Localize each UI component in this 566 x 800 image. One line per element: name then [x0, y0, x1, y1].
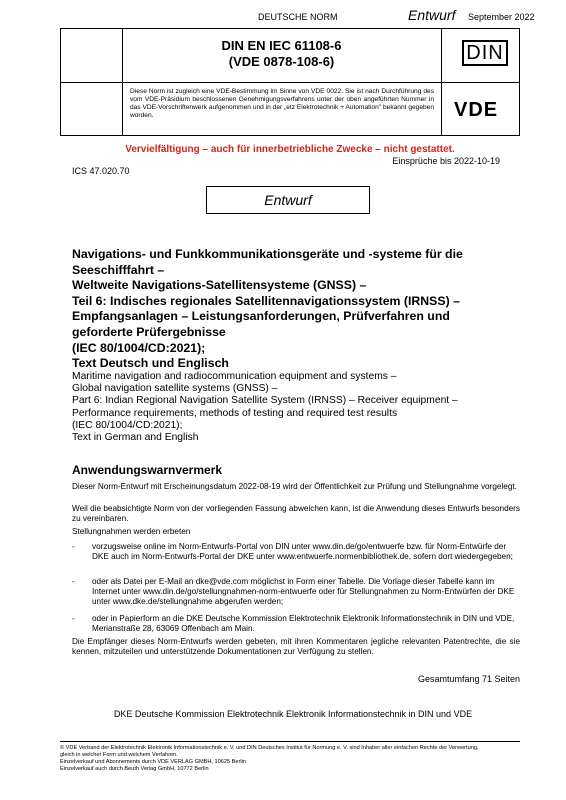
footer [60, 745, 520, 773]
list-item-text: vorzugsweise online im Norm-Entwurfs-Portal von DIN unter www.din.de/go/entwuerfe bzw. für Norm-Entwürfe der DKE auch im Norm-Entwurfs-Portal der DKE unter www.entwuerfe.normenbibliothek.de, sofern dort wiedergegeben; [92, 542, 513, 562]
title-line: Text Deutsch und Englisch [72, 356, 229, 371]
vde-note: Diese Norm ist zugleich eine VDE-Bestimmung im Sinne von VDE 0022. Sie ist nach Durchführung des vom VDE-Präsidium beschlossenen Genehmigungsverfahrens unter der oben angeführten Nummer in das VDE-Vorschriftenwerk aufgenommen und in der „etz Elektrotechnik + Automation" bekannt gegeben worden. [130, 88, 434, 119]
dke-line: DKE Deutsche Kommission Elektrotechnik Elektronik Informationstechnik in DIN und VDE [113, 709, 473, 719]
title-line: Empfangsanlagen – Leistungsanforderungen, Prüfverfahren und [72, 309, 450, 324]
list-dash: - [72, 577, 75, 586]
title-english [72, 371, 512, 444]
footer-line: Einzelverkauf auch durch Beuth Verlag GmbH, 10772 Berlin [60, 766, 209, 772]
issue-date: September 2022 [468, 12, 535, 22]
header-divider [441, 82, 520, 83]
standard-number [122, 38, 441, 70]
copy-warning: Vervielfältigung – auch für innerbetriebliche Zwecke – nicht gestattet. [125, 144, 455, 155]
list-dash: - [72, 614, 75, 623]
paragraph: Dieser Norm-Entwurf mit Erscheinungsdatum 2022-08-19 wird der Öffentlichkeit zur Prüfung und Stellungnahme vorgelegt. [72, 482, 517, 491]
title-line: Teil 6: Indisches regionales Satellitennavigationssystem (IRNSS) – [72, 293, 460, 308]
footer-line: © VDE Verband der Elektrotechnik Elektronik Informationstechnik e. V. und DIN Deutsches Institut für Normung e. V. sind Inhaber aller einfachen Rechte der Verwertung, [60, 745, 479, 751]
draft-box: Entwurf [206, 186, 370, 214]
title-line: Maritime navigation and radiocommunication equipment and systems – [72, 371, 397, 382]
list-item-text: oder als Datei per E-Mail an dke@vde.com möglichst in Form einer Tabelle. Die Vorlage dieser Tabelle kann im Internet unter www.din.de/go/stellungnahmen-norm-entwuerfe oder für Stellungnahmen zu Norm-Entwürfen der DKE unter www.dke.de/stellungnahme abgerufen werden; [92, 577, 515, 607]
title-line: Navigations- und Funkkommunikationsgeräte und -systeme für die [72, 247, 463, 261]
vde-logo: VDE [454, 99, 499, 121]
footer-line: Einzelverkauf und Abonnements durch VDE VERLAG GMBH, 10625 Berlin [60, 759, 246, 765]
footer-divider [60, 741, 520, 742]
footer-line: gleich in welcher Form und welchem Verfahren. [60, 752, 178, 758]
ics-code: ICS 47.020.70 [72, 166, 130, 176]
title-line: geforderte Prüfergebnisse [72, 324, 226, 339]
title-german [72, 247, 512, 372]
title-line: (IEC 80/1004/CD:2021); [72, 340, 206, 355]
draft-label: Entwurf [408, 7, 456, 23]
paragraph: Weil die beabsichtigte Norm von der vorliegenden Fassung abweichen kann, ist die Anwendung dieses Entwurfs besonders zu vereinbaren. [72, 504, 520, 524]
paragraph: Die Empfänger dieses Norm-Entwurfs werden gebeten, mit ihren Kommentaren jegliche relevanten Patentrechte, die sie kennen, mitzuteilen und unterstützende Dokumentationen zur Verfügung zu stellen. [72, 637, 520, 657]
standard-number-din: DIN EN IEC 61108-6 [221, 38, 342, 53]
title-line: Part 6: Indian Regional Navigation Satellite System (IRNSS) – Receiver equipment – [72, 395, 458, 407]
title-line: Global navigation satellite systems (GNSS) – [72, 383, 278, 395]
standard-number-vde: (VDE 0878-108-6) [228, 54, 335, 69]
din-logo: DIN [462, 40, 508, 66]
section-heading: Anwendungswarnvermerk [72, 463, 223, 477]
title-line: Text in German and English [72, 432, 199, 444]
objection-deadline: Einsprüche bis 2022-10-19 [392, 156, 500, 166]
title-line: Seeschifffahrt – [72, 262, 165, 277]
title-line: Weltweite Navigations-Satellitensysteme (GNSS) – [72, 278, 367, 293]
paragraph: Stellungnahmen werden erbeten [72, 527, 191, 536]
list-item-text: oder in Papierform an die DKE Deutsche Kommission Elektrotechnik Elektronik Informationstechnik in DIN und VDE, Merianstraße 28, 63069 Offenbach am Main. [92, 614, 515, 634]
title-line: (IEC 80/1004/CD:2021); [72, 419, 183, 431]
title-line: Performance requirements, methods of testing and required test results [72, 407, 398, 419]
header-divider [60, 82, 122, 83]
total-pages: Gesamtumfang 71 Seiten [417, 674, 520, 684]
list-dash: - [72, 542, 75, 551]
norm-type-label: DEUTSCHE NORM [258, 12, 338, 22]
